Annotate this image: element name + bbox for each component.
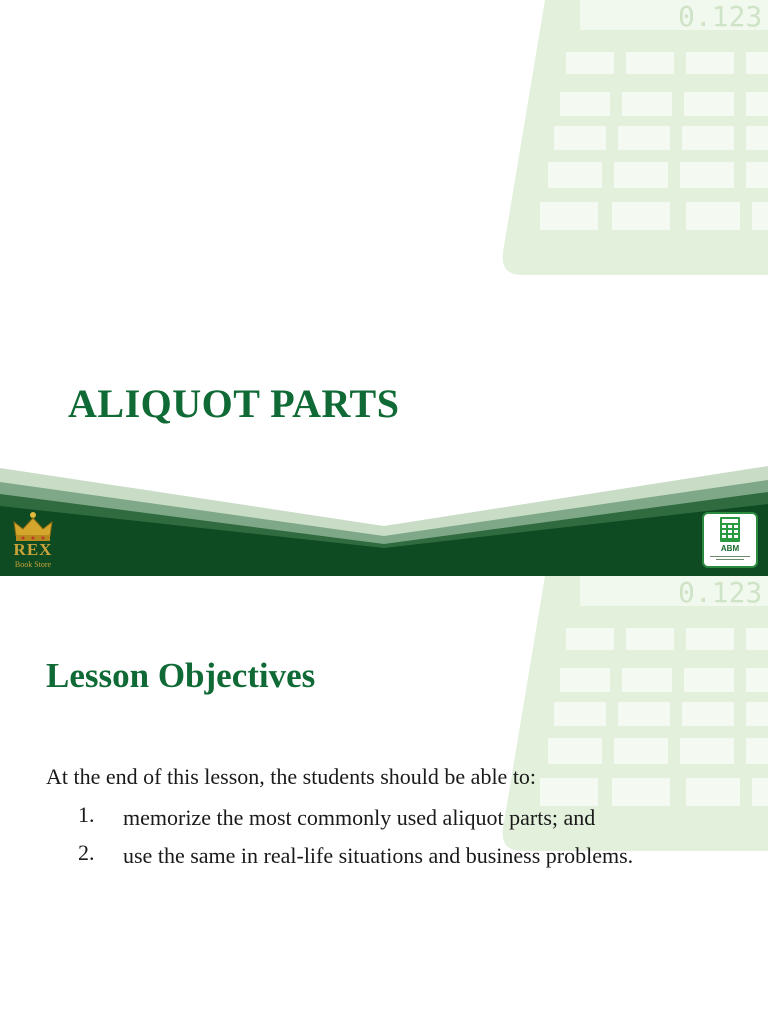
calculator-icon — [704, 515, 756, 543]
rex-logo-subtitle: Book Store — [14, 560, 52, 569]
crown-icon — [6, 510, 60, 544]
rex-book-store-logo — [6, 510, 60, 572]
abm-logo-fine-print — [708, 554, 752, 562]
calculator-display-readout: 0.123 — [678, 576, 763, 609]
slide-title: ALIQUOT PARTS — [68, 381, 400, 426]
intro-text: At the end of this lesson, the students should be able to: — [46, 764, 537, 789]
objective-number: 1. — [78, 802, 95, 827]
abm-logo — [702, 512, 758, 568]
objective-text: memorize the most commonly used aliquot parts; and — [123, 805, 596, 830]
section-heading: Lesson Objectives — [46, 656, 316, 695]
objective-number: 2. — [78, 840, 95, 865]
abm-logo-word: ABM — [720, 544, 740, 553]
objective-text: use the same in real-life situations and business problems. — [123, 843, 634, 868]
green-banner — [0, 440, 768, 576]
calculator-background-graphic — [0, 576, 768, 1024]
objectives-slide — [0, 576, 768, 1024]
rex-logo-word: REX — [13, 540, 53, 559]
calculator-display-readout: 0.123 — [678, 0, 763, 33]
